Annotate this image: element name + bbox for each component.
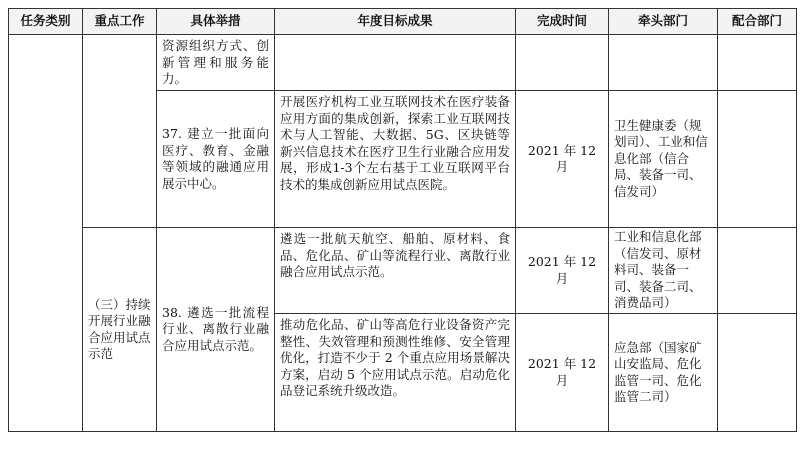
- focus-cell-empty: [83, 35, 157, 228]
- header-focus: 重点工作: [83, 9, 157, 35]
- header-category: 任务类别: [9, 9, 83, 35]
- deadline-cell: 2021 年 12 月: [516, 228, 609, 314]
- support-cell: [718, 228, 797, 314]
- header-deadline: 完成时间: [516, 9, 609, 35]
- support-cell: [718, 314, 797, 432]
- category-cell: [9, 35, 83, 432]
- lead-cell: 工业和信息化部（信发司、原材料司、装备一司、装备二司、消费品司）: [609, 228, 718, 314]
- deadline-cell: 2021 年 12 月: [516, 314, 609, 432]
- measure-cell: 资源组织方式、创新管理和服务能力。: [157, 35, 275, 91]
- header-support: 配合部门: [718, 9, 797, 35]
- header-measures: 具体举措: [157, 9, 275, 35]
- support-cell: [718, 91, 797, 228]
- deadline-cell: [516, 35, 609, 91]
- lead-cell: [609, 35, 718, 91]
- target-cell: [275, 35, 516, 91]
- target-cell: 推动危化品、矿山等高危行业设备资产完整性、失效管理和预测性维修、安全管理优化，打造不少于 2 个重点应用场景解决方案，启动 5 个应用试点示范。启动危化品登记系统升级改造。: [275, 314, 516, 432]
- lead-cell: 应急部（国家矿山安监局、危化监管一司、危化监管二司）: [609, 314, 718, 432]
- task-table: [8, 8, 797, 432]
- target-cell: 开展医疗机构工业互联网技术在医疗装备应用方面的集成创新，探索工业互联网技术与人工智能、大数据、5G、区块链等新兴信息技术在医疗卫生行业融合应用发展，形成1-3个左右基于工业互联网平台技术的集成创新应用试点医院。: [275, 91, 516, 228]
- focus-cell: （三）持续开展行业融合应用试点示范: [83, 228, 157, 432]
- measure-cell: 38. 遴选一批流程行业、离散行业融合应用试点示范。: [157, 228, 275, 432]
- header-targets: 年度目标成果: [275, 9, 516, 35]
- measure-cell: 37. 建立一批面向医疗、教育、金融等领域的融通应用展示中心。: [157, 91, 275, 228]
- table-row: [9, 228, 797, 314]
- deadline-cell: 2021 年 12 月: [516, 91, 609, 228]
- support-cell: [718, 35, 797, 91]
- table-row: [9, 35, 797, 91]
- target-cell: 遴选一批航天航空、船舶、原材料、食品、危化品、矿山等流程行业、离散行业融合应用试点示范。: [275, 228, 516, 314]
- header-row: [9, 9, 797, 35]
- header-lead: 牵头部门: [609, 9, 718, 35]
- lead-cell: 卫生健康委（规划司）、工业和信息化部（信合局、装备一司、信发司）: [609, 91, 718, 228]
